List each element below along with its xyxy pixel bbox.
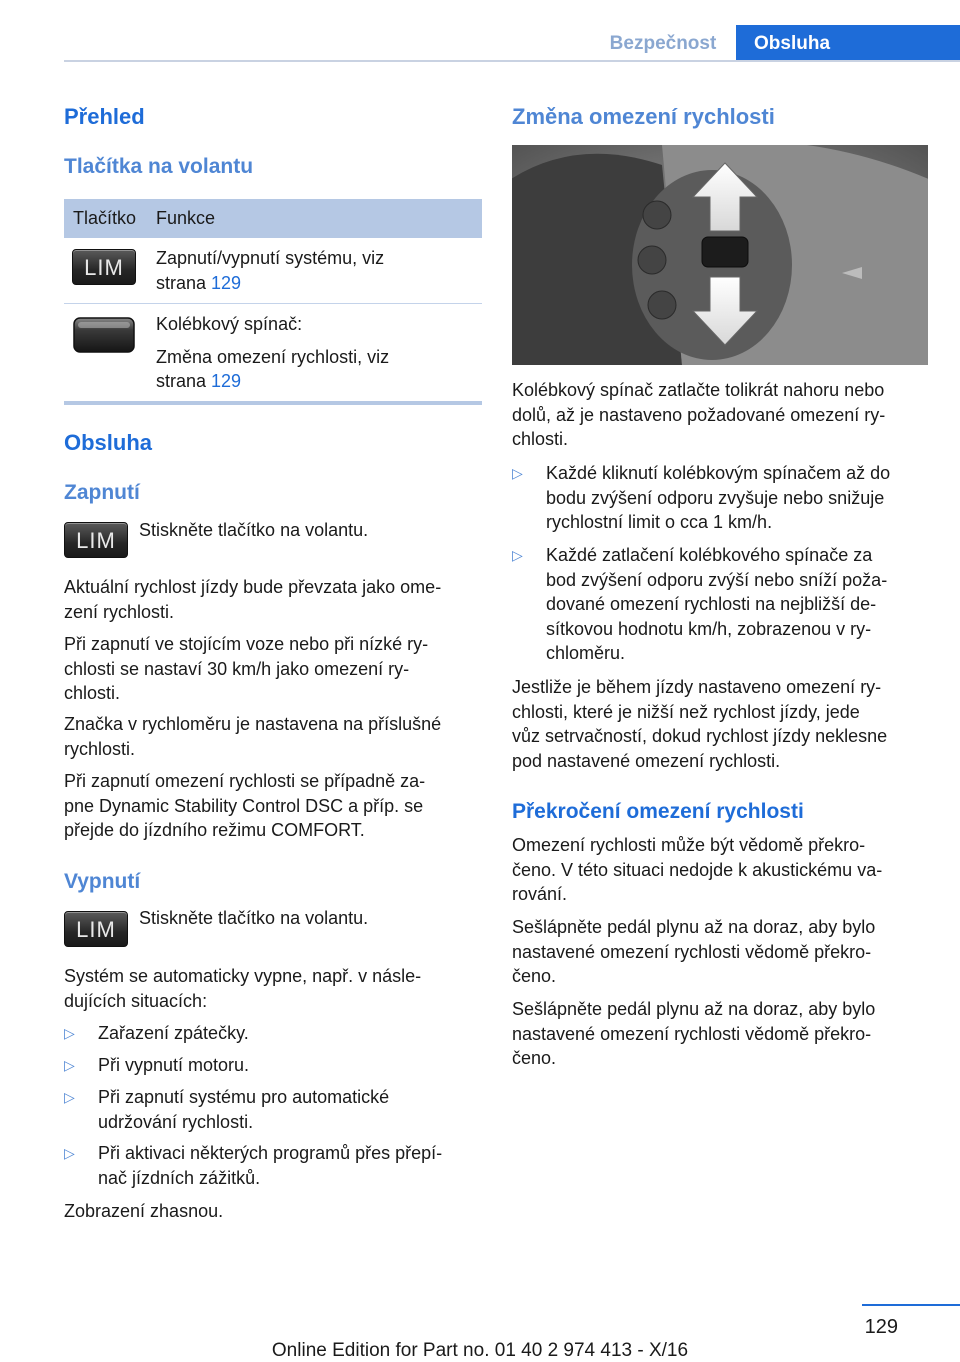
- table-row: [64, 304, 482, 402]
- page-link[interactable]: 129: [211, 272, 242, 293]
- steering-buttons-title: Tlačítka na volantu: [64, 155, 254, 178]
- table-cell-function: Zapnutí/vypnutí systému, viz strana 129: [156, 248, 385, 293]
- lim-button-icon: LIM: [64, 911, 128, 947]
- off-intro: Systém se automaticky vypne, např. v násle- dujících situacích:: [64, 966, 422, 1011]
- table-header-function: Funkce: [156, 208, 216, 228]
- exceed-paragraph: Sešlápněte pedál plynu až na doraz, aby bylo nastavené omezení rychlosti vědomě překro- čeno.: [512, 999, 876, 1068]
- bullet-triangle-icon: ▷: [64, 1145, 75, 1161]
- bullet-triangle-icon: ▷: [512, 547, 523, 563]
- exceed-paragraph: Sešlápněte pedál plynu až na doraz, aby bylo nastavené omezení rychlosti vědomě překro- čeno.: [512, 917, 876, 986]
- header-divider: [64, 60, 960, 62]
- bullet-triangle-icon: ▷: [64, 1057, 75, 1073]
- buttons-table: [64, 199, 482, 402]
- list-item: ▷ Zařazení zpátečky.: [64, 1021, 482, 1045]
- table-end-rule: [64, 401, 482, 405]
- table-row: [64, 238, 482, 304]
- off-title: Vypnutí: [64, 870, 141, 893]
- list-item: ▷ Každé zatlačení kolébkového spínače za bod zvýšení odporu zvýší nebo sníží poža- dované omezení rychlosti na nejbližší de- sítkovou hodnotu km/h, zobrazenou v ry- chloměru.: [512, 545, 888, 663]
- page-link[interactable]: 129: [211, 371, 242, 391]
- exceed-paragraph: Omezení rychlosti může být vědomě překro- čeno. V této situaci nedojde k akustickému va- rování.: [512, 835, 883, 904]
- on-title: Zapnutí: [64, 481, 140, 504]
- change-outro: Jestliže je během jízdy nastaveno omezení ry- chlosti, které je nižší než rychlost jízdy, jede vůz setrvačností, dokud rychlost jízdy neklesne pod nastavené omezení rychlosti.: [512, 677, 888, 771]
- bullet-triangle-icon: ▷: [64, 1089, 75, 1105]
- list-item: ▷ Každé kliknutí kolébkovým spínačem až do bodu zvýšení odporu zvyšuje nebo snižuje rychlostní limit o cca 1 km/h.: [512, 463, 891, 532]
- operation-title: Obsluha: [64, 430, 153, 455]
- list-item: ▷ Při aktivaci některých programů přes přepí- nač jízdních zážitků.: [64, 1143, 443, 1188]
- change-title: Změna omezení rychlosti: [512, 104, 775, 129]
- off-outro: Zobrazení zhasnou.: [64, 1201, 224, 1221]
- change-intro: Kolébkový spínač zatlačte tolikrát nahoru nebo dolů, až je nastaveno požadované omezení ry- chlosti.: [512, 380, 886, 449]
- list-item: ▷ Při zapnutí systému pro automatické udržování rychlosti.: [64, 1087, 390, 1132]
- exceed-title: Překročení omezení rychlosti: [512, 800, 804, 823]
- on-paragraph: Aktuální rychlost jízdy bude převzata jako ome- zení rychlosti.: [64, 577, 442, 622]
- on-paragraph: Při zapnutí ve stojícím voze nebo při nízké ry- chlosti se nastaví 30 km/h jako omezení ry- chlosti.: [64, 634, 429, 703]
- footer-rule: [862, 1304, 960, 1306]
- page-number: 129: [864, 1316, 898, 1338]
- table-cell-function: Kolébkový spínač: Změna omezení rychlosti, viz strana 129: [156, 314, 390, 391]
- on-instruction: Stiskněte tlačítko na volantu.: [139, 520, 369, 540]
- list-item: ▷ Při vypnutí motoru.: [64, 1053, 482, 1077]
- table-header-button: Tlačítko: [73, 208, 137, 228]
- bullet-triangle-icon: ▷: [512, 465, 523, 481]
- header-tab-operation[interactable]: Obsluha: [736, 25, 960, 62]
- lim-button-icon: LIM: [64, 522, 128, 558]
- rocker-switch-icon: [72, 314, 136, 356]
- steering-wheel-photo: [512, 145, 928, 365]
- header-tab-safety[interactable]: Bezpečnost: [609, 33, 717, 54]
- table-header: [64, 199, 482, 238]
- on-paragraph: Značka v rychloměru je nastavena na příslušné rychlosti.: [64, 714, 442, 759]
- edition-note: Online Edition for Part no. 01 40 2 974 413 - X/16: [271, 1340, 689, 1361]
- off-instruction: Stiskněte tlačítko na volantu.: [139, 908, 369, 928]
- overview-title: Přehled: [64, 104, 145, 129]
- lim-button-icon: LIM: [72, 249, 136, 285]
- on-paragraph: Při zapnutí omezení rychlosti se případně za- pne Dynamic Stability Control DSC a příp. se přejde do jízdního režimu COMFORT.: [64, 771, 426, 840]
- bullet-triangle-icon: ▷: [64, 1025, 75, 1041]
